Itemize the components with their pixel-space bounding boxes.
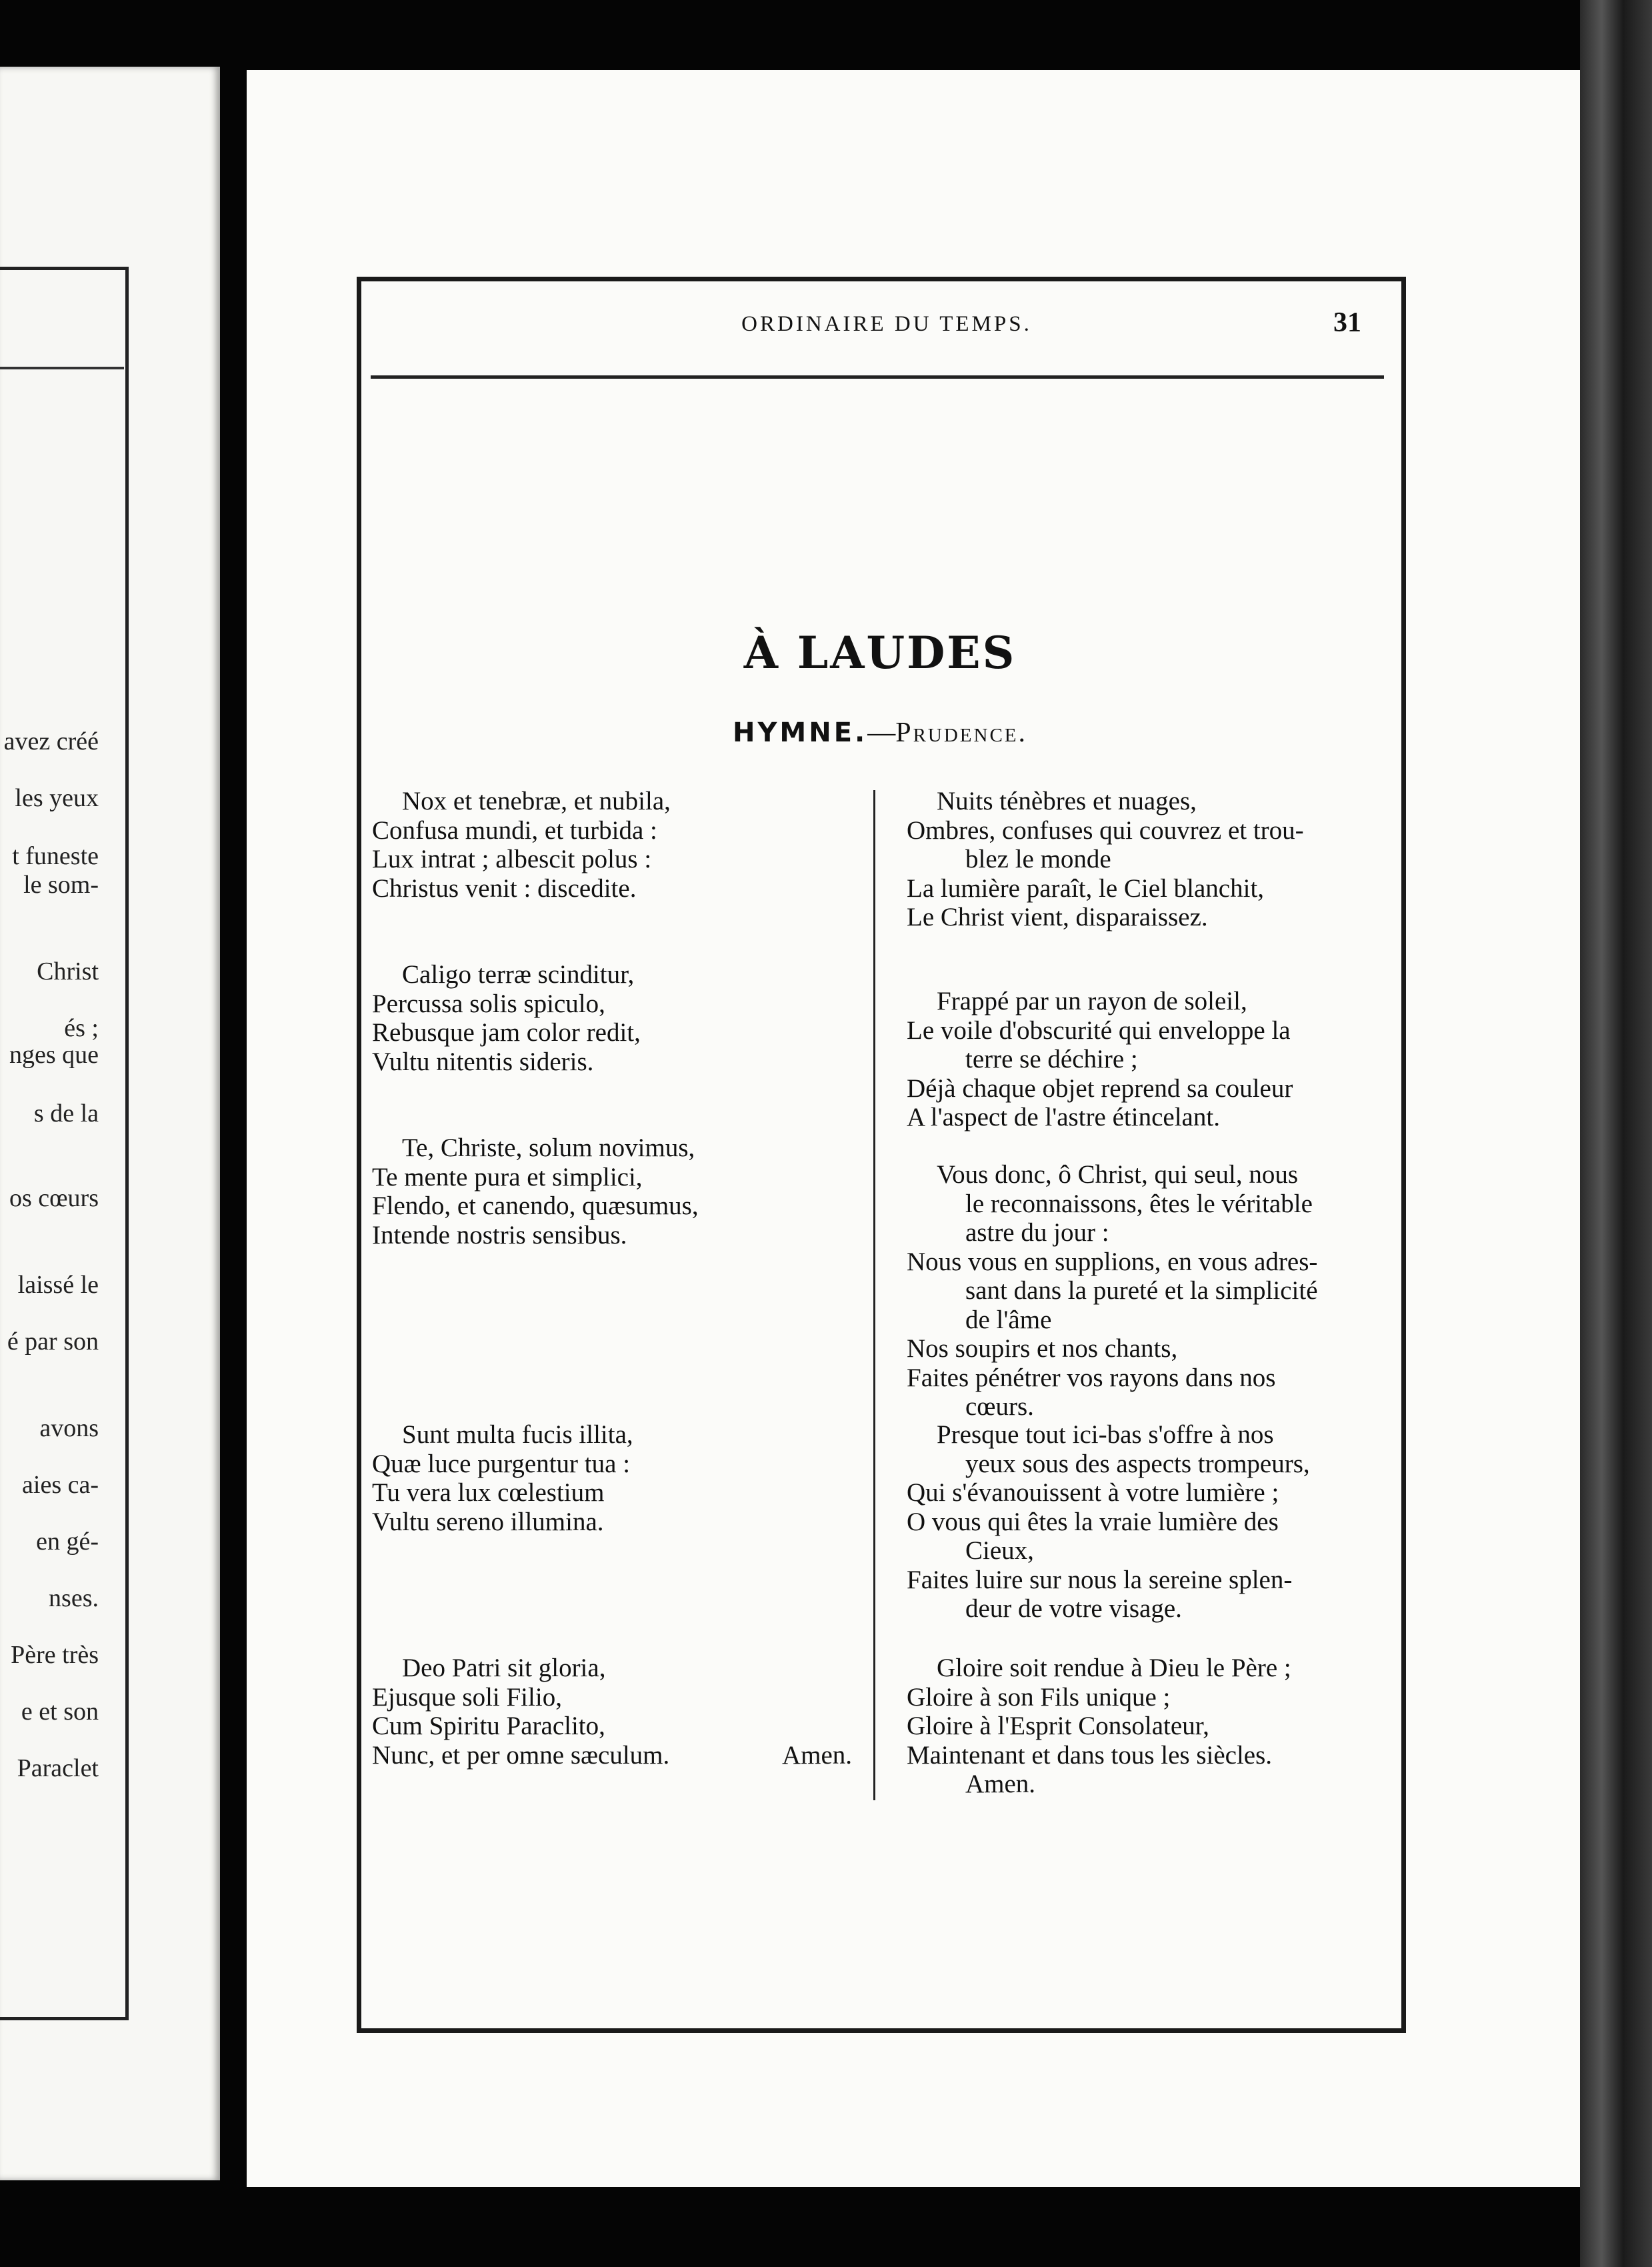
verse-line: Gloire à son Fils unique ;	[907, 1682, 1171, 1712]
previous-page-fragment: Christ	[37, 957, 99, 985]
latin-stanza	[372, 1420, 852, 1536]
hymn-heading	[667, 717, 1093, 749]
verse-line: Lux intrat ; albescit polus :	[372, 845, 652, 873]
verse-line: Percussa solis spiculo,	[372, 989, 605, 1018]
previous-page-fragment: nses.	[49, 1584, 99, 1612]
verse-line: Déjà chaque objet reprend sa couleur	[907, 1073, 1293, 1103]
verse-line: Vultu nitentis sideris.	[372, 1047, 594, 1076]
previous-page-fragment: en gé-	[36, 1528, 99, 1556]
verse-line: Nous vous en supplions, en vous adres-	[907, 1247, 1318, 1276]
column-divider	[873, 790, 875, 1800]
verse-line: Te, Christe, solum novimus,	[402, 1134, 695, 1162]
verse-line: Vultu sereno illumina.	[372, 1507, 604, 1536]
verse-line: Gloire soit rendue à Dieu le Père ;	[937, 1654, 1291, 1682]
verse-line: Nuits ténèbres et nuages,	[937, 787, 1197, 815]
verse-line: Tu vera lux cœlestium	[372, 1478, 605, 1507]
verse-line: Qui s'évanouissent à votre lumière ;	[907, 1478, 1279, 1507]
verse-line: Frappé par un rayon de soleil,	[937, 987, 1247, 1015]
latin-stanza	[372, 960, 852, 1076]
verse-line: Intende nostris sensibus.	[372, 1220, 627, 1250]
verse-line: astre du jour :	[965, 1218, 1109, 1247]
verse-line: Confusa mundi, et turbida :	[372, 815, 657, 845]
french-stanza	[907, 1160, 1380, 1422]
french-stanza	[907, 1420, 1380, 1624]
verse-line: Rebusque jam color redit,	[372, 1018, 641, 1047]
latin-stanza	[372, 1654, 852, 1770]
hymn-author: Prudence.	[895, 717, 1028, 748]
hymn-label: HYMNE.	[732, 717, 868, 748]
latin-stanza	[372, 787, 852, 903]
previous-page-fragment: les yeux	[15, 784, 99, 812]
previous-page-fragment: é par son	[7, 1328, 99, 1356]
verse-line: Faites pénétrer vos rayons dans nos	[907, 1363, 1276, 1392]
previous-page-fragment: s de la	[33, 1099, 99, 1127]
previous-page-fragment: os cœurs	[9, 1184, 99, 1212]
previous-page-fragment: avez créé	[3, 727, 99, 755]
french-stanza	[907, 1654, 1380, 1799]
previous-page-fragment: Paraclet	[17, 1754, 99, 1782]
verse-line: Sunt multa fucis illita,	[402, 1420, 633, 1449]
header-rule	[371, 375, 1384, 379]
verse-line: Caligo terræ scinditur,	[402, 960, 635, 989]
verse-line: Nos soupirs et nos chants,	[907, 1334, 1178, 1363]
verse-line: yeux sous des aspects trompeurs,	[965, 1449, 1310, 1478]
verse-line: Le Christ vient, disparaissez.	[907, 903, 1208, 931]
verse-line: Quæ luce purgentur tua :	[372, 1449, 631, 1478]
verse-line: Ejusque soli Filio,	[372, 1682, 562, 1712]
latin-amen: Amen.	[781, 1740, 852, 1770]
verse-line: deur de votre visage.	[965, 1594, 1182, 1623]
verse-line: Nunc, et per omne sæculum. Amen.	[372, 1740, 852, 1770]
verse-line: Maintenant et dans tous les siècles.	[907, 1740, 1273, 1770]
previous-page-fragment: le som-	[23, 871, 99, 899]
previous-page-fragment: aies ca-	[22, 1471, 99, 1499]
verse-line: Christus venit : discedite.	[372, 873, 637, 903]
verse-line: A l'aspect de l'astre étincelant.	[907, 1103, 1220, 1131]
verse-line: Amen.	[965, 1770, 1036, 1798]
verse-line: cœurs.	[965, 1392, 1034, 1421]
verse-line: sant dans la pureté et la simplicité	[965, 1276, 1318, 1305]
verse-line: Vous donc, ô Christ, qui seul, nous	[937, 1160, 1299, 1189]
verse-line: terre se déchire ;	[965, 1045, 1138, 1073]
verse-line: Presque tout ici-bas s'offre à nos	[937, 1420, 1274, 1449]
section-title: À LAUDES	[743, 627, 1017, 679]
verse-line: de l'âme	[965, 1305, 1052, 1334]
verse-line: Cieux,	[965, 1536, 1034, 1565]
verse-line: Le voile d'obscurité qui enveloppe la	[907, 1015, 1291, 1045]
verse-line: Ombres, confuses qui couvrez et trou-	[907, 815, 1304, 845]
verse-line: blez le monde	[965, 845, 1111, 873]
verse-line: Te mente pura et simplici,	[372, 1162, 643, 1192]
hymn-separator: —	[867, 717, 896, 748]
book-edge	[1580, 0, 1652, 2267]
verse-line: Gloire à l'Esprit Consolateur,	[907, 1712, 1209, 1740]
verse-line: Deo Patri sit gloria,	[402, 1654, 606, 1682]
verse-line: Faites luire sur nous la sereine splen-	[907, 1565, 1293, 1594]
latin-stanza	[372, 1134, 852, 1250]
french-stanza	[907, 787, 1380, 932]
previous-page-rule	[0, 367, 124, 369]
previous-page-fragment: laissé le	[17, 1271, 99, 1299]
verse-line: Cum Spiritu Paraclito,	[372, 1712, 605, 1740]
verse-line: le reconnaissons, êtes le véritable	[965, 1189, 1313, 1218]
french-stanza	[907, 987, 1380, 1132]
previous-page-fragment: t funeste	[12, 842, 99, 870]
previous-page-fragment: e et son	[21, 1698, 99, 1726]
verse-line: Nox et tenebræ, et nubila,	[402, 787, 671, 815]
verse-line: La lumière paraît, le Ciel blanchit,	[907, 873, 1265, 903]
verse-line: Flendo, et canendo, quæsumus,	[372, 1192, 699, 1220]
page-number: 31	[1333, 307, 1361, 338]
running-title: ORDINAIRE DU TEMPS.	[741, 312, 1032, 336]
previous-page-fragment: Père très	[11, 1641, 99, 1669]
previous-page-fragment: avons	[39, 1414, 99, 1442]
verse-line: O vous qui êtes la vraie lumière des	[907, 1507, 1279, 1536]
previous-page-fragment: és ;	[64, 1014, 99, 1042]
previous-page-fragment: nges que	[9, 1041, 99, 1069]
